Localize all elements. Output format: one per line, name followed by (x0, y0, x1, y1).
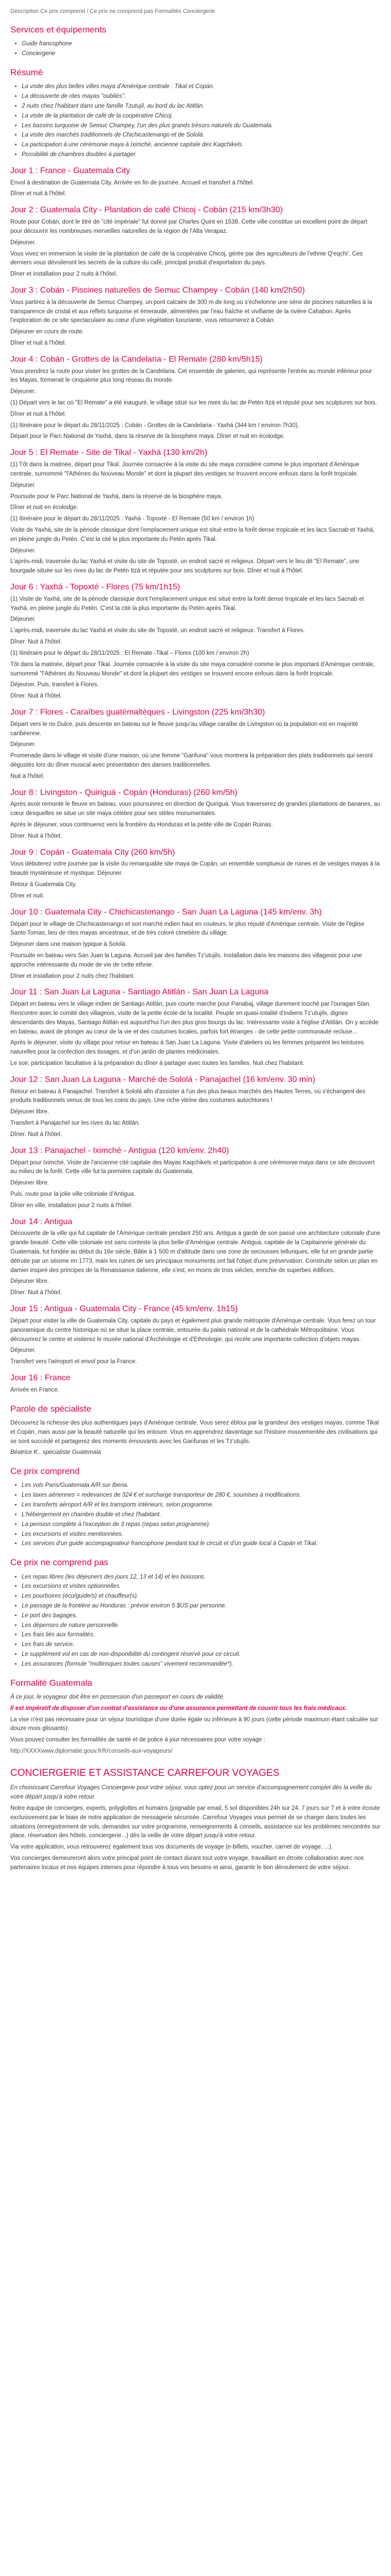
list-item: • Conciergerie (22, 49, 381, 59)
day-paragraph: Dîner. Nuit à l'hôtel. (10, 1290, 62, 1296)
list-item: • La visite des plus belles villes maya d'Amérique centrale : Tikal et Copán. (22, 82, 381, 92)
intro-nav: Description Ce prix comprend / Ce prix ne comprend pas Formalités Conciergerie (10, 8, 215, 14)
list-item: • La participation à une cérémonie maya à Iximché, ancienne capitale des Kaqchikels. (22, 141, 381, 150)
day-paragraph: Dîner en ville, installation pour 2 nuits à l'hôtel. (10, 1202, 133, 1209)
day-paragraph: Poursuite pour le Parc National de Yaxhá, dans la réserve de la biosphère maya. (10, 493, 223, 500)
day-paragraph: Vous débuterez votre journée par la visite du remarquable site maya de Copán, un ensemble somptueux de ruines et de vestiges mayas à la beauté mystérieuse et mystique. Déjeuner. (10, 861, 380, 877)
services-list (10, 40, 381, 59)
day-paragraph: Déjeuner. (10, 388, 36, 395)
formalities-warning: Il est impératif de disposer d'un contrat d'assistance ou d'une assurance permettant de couvrir tous les frais médicaux. (10, 1705, 347, 1711)
list-item: • Les vols Paris/Guatemala A/R sur Iberia. (22, 1481, 381, 1490)
day-title: Jour 11 : San Juan La Laguna - Santiago Atitlán - San Juan La Laguna (10, 988, 269, 997)
expert-signature: Béatrice K., spécialiste Guatemala (10, 1449, 101, 1456)
day-paragraph: (1) Itinéraire pour le départ du 28/11/2025 : El Remate -Tikal – Flores (100 km / environ 2h) (10, 650, 249, 656)
concierge-p4: Vos concierges demeureront alors votre principal point de contact durant tout votre voyage, travaillant en étroite collaboration avec nos partenaires locaux et nos équipes internes pour répondre à tous vos besoins et ainsi, garantir le bon déroulement de votre séjour. (10, 1855, 364, 1871)
day-paragraph: Poursuite en bateau vers San Juan la Laguna. Accueil par des familles Tz'utujils. Installation dans les maisons des villageois pour une approche intéressante du mode de vie de cette ethnie. (10, 952, 362, 968)
day-paragraph: Déjeuner. Puis, transfert à Flores. (10, 682, 99, 688)
day-title: Jour 1 : France - Guatemala City (10, 166, 131, 175)
day-paragraph: Route pour Cobán, dont le titre de "cité impériale" fut donné par Charles Quint en 1538. Cette ville constitue un excellent point de départ pour découvrir les nombreuses merveilles naturelles de la région de l'Alta Verapaz. (10, 219, 368, 234)
day-paragraph: Déjeuner dans une maison typique à Sololá. (10, 941, 127, 948)
concierge-title: CONCIERGERIE ET ASSISTANCE CARREFOUR VOYAGES (10, 1767, 280, 1778)
day-paragraph: Dîner et installation pour 2 nuits chez l'habitant. (10, 973, 135, 979)
list-item: • Les services d'un guide accompagnateur francophone pendant tout le circuit et d'un guide local à Copán et Tikal. (22, 1539, 381, 1549)
list-item: • Les dépenses de nature personnelle. (22, 1621, 381, 1631)
day-paragraph: Dîner et nuit à l'hôtel. (10, 191, 67, 197)
formalities-passport: À ce jour, le voyageur doit être en possession d'un passeport en cours de validité. (10, 1693, 225, 1700)
day-title: Jour 9 : Copán - Guatemala City (260 km/5h) (10, 848, 175, 857)
day-paragraph: (1) Itinéraire pour le départ du 28/11/2025 : Cobán - Grottes de la Candelaria - Yaxhá (344 km / environ 7h30). (10, 422, 299, 429)
included-list (10, 1481, 381, 1549)
day-paragraph: (1) Visite de Yaxhá, site de la période classique dont l'emplacement unique est situé entre la forêt dense tropicale et les lacs Sacnab et Yaxhá, en pleine jungle du Petén. C'est la cité la plus importante du Petén après Tikal. (10, 596, 364, 612)
day-paragraph: Transfert à Panajachel sur les rives du lac Atitlán. (10, 1120, 140, 1127)
day-paragraph: Dîner et nuit. (10, 892, 44, 899)
concierge-p2: Notre équipe de concierges, experts, polyglottes et humains (joignable par email, 5 sol disponibles 24h sur 24, 7 jours sur 7 et à votre écoute exclusivement par le biais de notre application de messagerie sécurisée. Carrefour Voyages vous permet de se charger dans toutes les situations (enregistrement de vols, demandes sur votre programme, renseignements & conseils, assistance sur les problèmes rencontrés sur place, réservation des hôtels, conciergerie...) dès la veille de votre départ jusqu'à votre retour. (10, 1805, 381, 1839)
day-paragraph: Déjeuner libre. (10, 1278, 49, 1285)
day-paragraph: Dîner. Nuit à l'hôtel. (10, 1131, 62, 1138)
list-item: • Les bassins turquoise de Semuc Champey, l'un des plus grands trésors naturels du Guatemala. (22, 122, 381, 131)
day-title: Jour 7 : Flores - Caraïbes guatémaltèques - Livingston (225 km/3h30) (10, 707, 265, 717)
day-title: Jour 8 : Livingston - Quiriguá - Copán (Honduras) (260 km/5h) (10, 788, 238, 797)
day-paragraph: (1) Tôt dans la matinée, départ pour Tikal. Journée consacrée à la visite du site maya considéré comme le plus important d'Amérique centrale, surnommé "l'Athènes du Nouveau Monde" et dont la plupart des vestiges se trouvent encore enfouis dans la forêt tropicale. (10, 462, 360, 477)
day-paragraph: Visite de Yaxhá, site de la période classique dont l'emplacement unique est situé entre la forêt dense tropicale et les lacs Sacnab et Yaxhá, en pleine jungle du Petén. C'est la cité la plus importante du Petén après Tikal. (10, 527, 375, 543)
concierge-p3: Via votre application, vous retrouverez également tous vos documents de voyage (e-billets, voucher, carnet de voyage, ...). (10, 1844, 333, 1851)
list-item: • Le supplément vol en cas de non-disponibilité du contingent réservé pour ce circuit. (22, 1650, 381, 1659)
list-item: • Guide francophone (22, 40, 381, 49)
day-title: Jour 13 : Panajachel - Iximché - Antigua (120 km/env. 2h40) (10, 1146, 229, 1155)
day-paragraph: Après le déjeuner, visite du village pour retour en bateau à San Juan La Laguna. Visite d'ateliers où les femmes préparent les teintures naturelles pour la confection des tissages, et d'un jardin de plantes médicinales. (10, 1040, 364, 1056)
services-title: Services et équipements (10, 25, 107, 35)
day-paragraph: Dîner et installation pour 2 nuits à l'hôtel. (10, 271, 118, 278)
formalities-consult: Vous pouvez consulter les formalités de santé et de police à jour nécessaires pour votre voyage : (10, 1737, 266, 1743)
list-item: • Possibilité de chambres doubles à partager. (22, 150, 381, 160)
list-item: • Le port des bagages. (22, 1612, 381, 1621)
day-paragraph: Découverte de la ville qui fut capitale de l'Amérique centrale pendant 250 ans. Antigua a gardé de son passé une architecture coloniale d'une grande beauté. Cette ville coloniale est sans conteste la plus belle d'Amérique centrale. Antigua, capitale de la Capitainerie générale du Guatemala, fut fondée au début du 16e siècle. Bâtie à 1 500 m d'altitude dans une zone de secousses telluriques, elle fut en grande partie détruite par un séisme en 1773, mais les ruines de ses principaux monuments ont fait l'objet d'une préservation. Construite selon un plan en damier inspiré des principes de la Renaissance italienne, elle s'est, en moins de trois siècles, enrichie de superbes édifices. (10, 1230, 381, 1274)
day-paragraph: Vous vivez en immersion la visite de la plantation de café de la coopérative Chicoj, gérée par des agriculteurs de l'ethnie Q'eqchi'. Ces derniers vous dévoileront les secrets de la culture du café, principal produit d'exportation du pays. (10, 250, 363, 266)
day-paragraph: Promenade dans le village et visite d'une maison, où une femme "Garifuna" vous montrera la préparation des plats traditionnels qui seront dégustés lors du dîner musical avec présentation des danses traditionnelles. (10, 753, 373, 768)
day-paragraph: Dîner et nuit à l'hôtel. (10, 340, 67, 346)
day-title: Jour 14 : Antigua (10, 1217, 73, 1226)
list-item: • Les pourboires (éco/guide/s) et chauffeur(s). (22, 1592, 381, 1601)
list-item: • Les excursions et visites mentionnées. (22, 1530, 381, 1539)
list-item: • Les frais liés aux formalités. (22, 1631, 381, 1640)
list-item: • Les excursions et visites optionnelles. (22, 1582, 381, 1591)
day-paragraph: Le soir, participation facultative à la préparation du dîner à partager avec toutes les familles. Nuit chez l'habitant. (10, 1060, 304, 1067)
day-paragraph: L'après-midi, traversée du lac Yaxhá et visite du site de Topoxté, un endroit sacré et religieux. Transfert à Flores. (10, 628, 305, 634)
day-paragraph: Retour en bateau à Panajachel. Transfert à Sololá afin d'assister à l'un des plus beaux marchés des Hautes Terres, où s'échangent des produits traditionnels venus de tous les coins du pays. Une riche vitrine des costumes autochtones ! (10, 1088, 366, 1104)
day-paragraph: Déjeuner. (10, 547, 36, 554)
day-paragraph: Transfert vers l'aéroport et envol pour la France. (10, 1359, 137, 1365)
day-paragraph: Nuit à l'hôtel. (10, 773, 45, 779)
day-paragraph: Tôt dans la matinée, départ pour Tikal. Journée consacrée à la visite du site maya considéré comme le plus important d'Amérique centrale, surnommé "l'Athènes du Nouveau Monde" et dont la plupart des vestiges se trouvent encore enfouis dans la forêt tropicale. (10, 661, 375, 677)
day-paragraph: Déjeuner libre. (10, 1109, 49, 1115)
day-title: Jour 3 : Cobán - Piscines naturelles de Semuc Champey - Cobán (140 km/2h50) (10, 285, 305, 295)
day-title: Jour 2 : Guatemala City - Plantation de café Chicoj - Cobán (215 km/3h30) (10, 206, 283, 215)
day-paragraph: (1) Itinéraire pour le départ du 28/11/2025 : Yaxhá - Topoxté - El Remate (50 km / environ 1h) (10, 516, 254, 522)
day-paragraph: Départ pour le Parc National de Yaxhá, dans la réserve de la biosphère maya. Dîner et nuit en écolodge. (10, 433, 285, 440)
summary-list (10, 82, 381, 160)
day-paragraph: Dîner et nuit en écolodge. (10, 504, 78, 511)
day-title: Jour 12 : San Juan La Laguna - Marché de Sololá - Panajachel (16 km/env. 30 min) (10, 1075, 316, 1084)
day-paragraph: Retour à Guatemala City. (10, 882, 77, 888)
day-paragraph: Dîner. Nuit à l'hôtel. (10, 693, 62, 700)
day-paragraph: Dîner et nuit à l'hôtel. (10, 411, 67, 417)
day-paragraph: Déjeuner libre. (10, 1180, 49, 1187)
list-item: • La découverte de rites mayas "oubliés". (22, 92, 381, 101)
formalities-link[interactable]: http://XXXXwww.diplomatie.gouv.fr/fr/conseils-aux-voyageurs/ (10, 1748, 173, 1755)
day-paragraph: Départ en bateau vers le village indien de Santiago Atitlán, puis courte marche pour Panabaj, village durement touché par l'ouragan Stan. Rencontre avec le comité des villageois, visite de la petite école de la localité. Peuple en quasi-totalité d'indiens Tz'utujils, dignes descendants des Mayas, Santiago Atitlán est aujourd'hui l'un des plus gros bourgs du lac. Intéressante visite à l'église d'Atitlán. On y accède en bateau, avant de plonger au cœur de la vie et des coutumes locales, parfois fort étranges - de cette petite communauté recluse... (10, 1001, 379, 1035)
day-paragraph: Déjeuner. (10, 616, 36, 623)
list-item: • L'hébergement en chambre double et chez l'habitant. (22, 1511, 381, 1520)
day-paragraph: Après le déjeuner, vous continuerez vers la frontière du Honduras et la petite ville de Copán Ruinas. (10, 822, 273, 828)
day-paragraph: Arrivée en France. (10, 1386, 59, 1393)
list-item: • La pension complète à l'exception de 3 repas (repas selon programme). (22, 1520, 381, 1530)
day-paragraph: L'après-midi, traversée du lac Yaxhá et visite du site de Topoxté, un endroit sacré et religieux. Départ vers le lieu dit "El Remate", une bourgade située sur les rives du lac de Petén Itzá et réputée pour ses sculptures sur bois. Dîner et nuit à l'hôtel. (10, 558, 360, 574)
day-paragraph: Vous partirez à la découverte de Semuc Champey, un pont calcaire de 300 m de long où s'échelonne une série de piscines naturelles à la transparence de cristal et aux reflets turquoise et émeraude, alimentées par l'eau fraîche et vivifiante de la rivière Cahabon. Après l'exploration de ce site spectaculaire au cœur d'une végétation luxuriante, vous retournerez à Cobán. (10, 299, 372, 324)
concierge-p1: En choisissant Carrefour Voyages Conciergerie pour votre séjour, vous optez pour un service d'accompagnement complet dès la veille du votre départ jusqu'à votre retour. (10, 1785, 372, 1801)
day-title: Jour 5 : El Remate - Site de Tikal - Yaxhá (130 km/2h) (10, 448, 207, 457)
list-item: • Le passage de la frontière au Honduras : prévoir environ 5 $US par personne. (22, 1602, 381, 1611)
expert-title: Parole de spécialiste (10, 1403, 91, 1414)
day-paragraph: Dîner. Nuit à l'hôtel. (10, 639, 62, 646)
day-paragraph: Après avoir remonté le fleuve en bateau, vous poursuivrez en direction de Quiriguá. Vous traverserez de grandes plantations de bananes, au cœur desquelles se situe un site maya célèbre pour ses stèles monumentales. (10, 801, 381, 817)
list-item: • Les taxes aériennes = redevances de 324 € et surcharge transporteur de 280 €, soumises à modifications. (22, 1491, 381, 1500)
list-item: • La visite de la plantation de café de la coopérative Chicoj. (22, 112, 381, 121)
included-title: Ce prix comprend (10, 1466, 80, 1477)
itinerary (10, 166, 381, 1395)
day-paragraph: Déjeuner. (10, 1347, 36, 1354)
day-paragraph: Dîner. Nuit à l'hôtel. (10, 833, 62, 839)
day-paragraph: Départ pour visiter la ville de Guatemala City, capitale du pays et également plus grande métropole d'Amérique centrale. Vous ferez un tour panoramique du centre historique où se situe la place centrale, entourée du palais national et de la cathédrale Métropolitaine. Vous découvrirez le centre et visiterez le musée national d'Archéologie et d'Ethnologie, qui recèle une importante collection d'objets mayas. (10, 1317, 376, 1343)
day-paragraph: Vous prendrez la route pour visiter les grottes de la Candelaria. Cet ensemble de galeries, qui représente l'entrée au monde inférieur pour les Mayas, formerait le cinquième plus long réseau du monde. (10, 368, 372, 384)
list-item: • Les repas libres (les déjeuners des jours 12, 13 et 14) et les boissons. (22, 1573, 381, 1582)
day-title: Jour 15 : Antigua - Guatemala City - France (45 km/env. 1h15) (10, 1304, 238, 1314)
day-paragraph: Départ vers le rio Dulce, puis descente en bateau sur le fleuve jusqu'au village caraïbe de Livingston où la population est en majorité caribéenne. (10, 721, 359, 737)
day-paragraph: Envol à destination de Guatemala City. Arrivée en fin de journée. Accueil et transfert à l'hôtel. (10, 179, 254, 186)
list-item: • Les transferts aéroport A/R et les transports intérieurs, selon programme. (22, 1501, 381, 1510)
excluded-title: Ce prix ne comprend pas (10, 1557, 108, 1568)
list-item: • La visite des marchés traditionnels de Chichicastenango et de Sololá. (22, 131, 381, 140)
formalities-visa: La vise n'est pas nécessaire pour un séjour touristique d'une durée égale ou inférieure à 90 jours (cette période maximum étant calculée sur douze mois glissants). (10, 1716, 378, 1732)
list-item: • 2 nuits chez l'habitant dans une famille Tzutujil, au bord du lac Atitlán. (22, 102, 381, 111)
day-paragraph: Déjeuner. (10, 482, 36, 488)
summary-title: Résumé (10, 67, 43, 78)
day-paragraph: Départ pour Iximché. Visite de l'ancienne cité capitale des Mayas Kaqchikels et participation à une cérémonie maya dans ce site découvert au milieu de la forêt. Cette ville fut la première capitale du Guatemala. (10, 1159, 375, 1175)
day-paragraph: Déjeuner. (10, 239, 36, 246)
day-title: Jour 16 : France (10, 1373, 71, 1382)
list-item: • Les assurances (formule "multirisques toutes causes" vivement recommandée*). (22, 1660, 381, 1669)
formalities-title: Formalité Guatemala (10, 1677, 92, 1688)
day-paragraph: Puis, route pour la jolie ville coloniale d'Antigua. (10, 1191, 136, 1197)
day-paragraph: Départ pour le village de Chichicastenango et son marché indien haut en couleurs, le plus réputé d'Amérique centrale. Visite de l'église Santo Tomas, lieu de rites mayas ancestraux, et de très coloré cimetière du village. (10, 921, 365, 937)
excluded-list (10, 1573, 381, 1669)
day-paragraph: Déjeuner en cours de route. (10, 329, 84, 335)
day-title: Jour 6 : Yaxhá - Topoxté - Flores (75 km/1h15) (10, 583, 181, 592)
day-title: Jour 4 : Cobán - Grottes de la Candelaria - El Remate (280 km/5h15) (10, 354, 263, 364)
day-paragraph: (1) Départ vers le lac où "El Remate" a été inauguré, le village situé sur les rives du lac de Petén Itzá et réputé pour ses sculptures sur bois. (10, 400, 377, 406)
list-item: • Les frais de service. (22, 1640, 381, 1650)
day-paragraph: Déjeuner. (10, 741, 36, 748)
day-title: Jour 10 : Guatemala City - Chichicastenango - San Juan La Laguna (145 km/env. 3h) (10, 907, 322, 917)
expert-text: Découvrez la richesse des plus authentiques pays d'Amérique centrale. Vous serez ébloui par la grandeur des vestiges mayas, comme Tikal et Copán, mais aussi par la beauté naturelle qui les entoure. Vous en apprendrez davantage sur l'histoire mouvementée des civilisations qui se sont succédé et partagerez des moments émouvants avec les Garifunas et les Tz'utujils. (10, 1419, 379, 1445)
